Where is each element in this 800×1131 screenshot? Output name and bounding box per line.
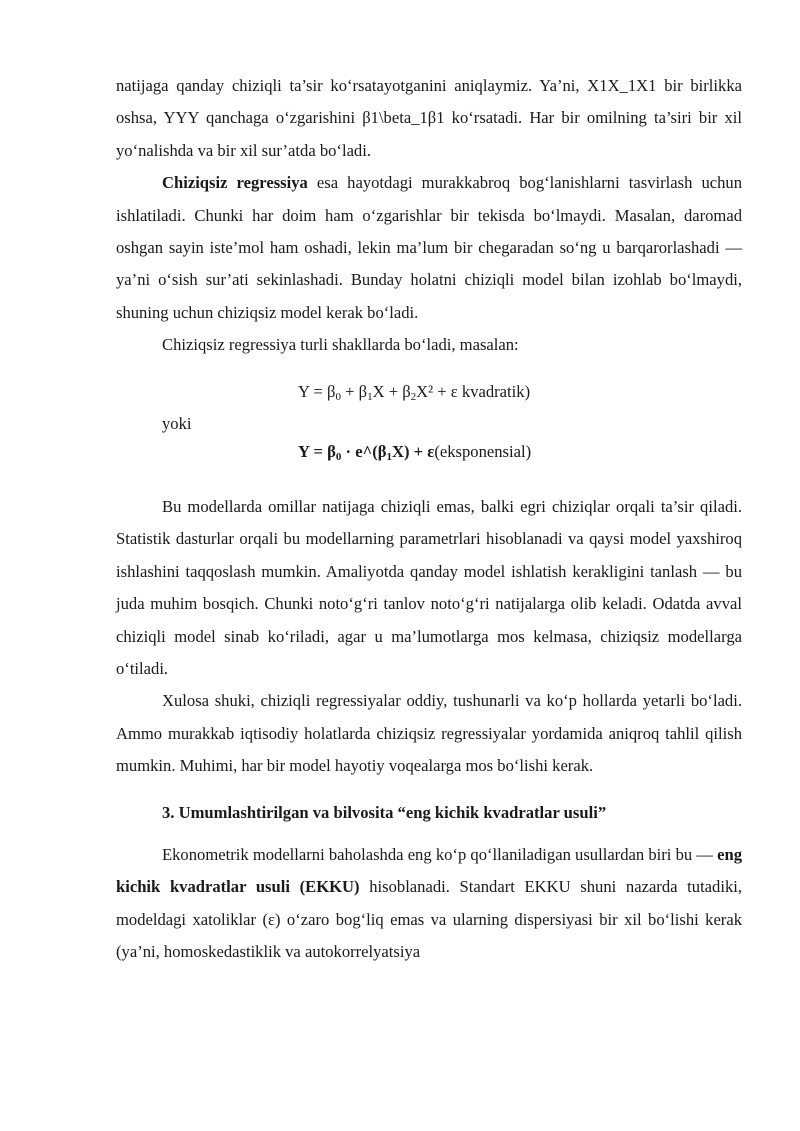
paragraph-models-compare: Bu modellarda omillar natijaga chiziqli emas, balki egri chiziqlar orqali ta’sir qiladi. Statistik dasturlar orqali bu modellarning parametrlari hisoblanadi va qaysi model yaxshiroq ishlashini taqqoslash mumkin. Amaliyotda qanday model ishlatish kerakligini tanlash — bu juda muhim bosqich. Chunki noto‘g‘ri tanlov noto‘g‘ri natijalarga olib keladi. Odatda avval chiziqli model sinab ko‘riladi, agar u ma’lumotlarga mos kelmasa, chiziqsiz modellarga o‘tiladi.: [116, 496, 742, 678]
document-page: [116, 70, 742, 969]
paragraph-forms-intro: Chiziqsiz regressiya turli shakllarda bo‘ladi, masalan:: [162, 335, 519, 355]
paragraph-linear-effect: natijaga qanday chiziqli ta’sir ko‘rsatayotganini aniqlaymiz. Ya’ni, X1X_1X1 bir birlikka oshsa, YYY qanchaga o‘zgarishini β1\beta_1β1 ko‘rsatadi. Har bir omilning ta’siri bir xil yo‘nalishda va bir xil sur’atda bo‘ladi.: [116, 76, 742, 160]
formula-quadratic: $Y = \beta_0 + \beta_1X + \beta_2X^2 + \varepsilon$ kvadratik): [298, 381, 531, 403]
formula-exponential: $Y = \beta_0$ · $e\^{}(\beta_1X)$ + ε(eksponensial): [298, 442, 532, 464]
paragraph-nonlinear-regression: [116, 167, 742, 329]
section-heading: 3. Umumlashtirilgan va bilvosita “eng kichik kvadratlar usuli”: [162, 802, 607, 822]
term-ekku: eng kichik kvadratlar usuli (EKKU): [116, 844, 742, 897]
word-yoki: yoki: [162, 414, 192, 434]
term-nonlinear-regression: Chiziqsiz regressiya: [162, 173, 308, 193]
paragraph-text: esa hayotdagi murakkabroq bog‘lanishlarni tasvirlash uchun ishlatiladi. Chunki har doim ham o‘zgarishlar bir tekisda bo‘lmaydi. Masalan, daromad oshgan sayin iste’mol ham oshadi, lekin ma’lum bir chegaradan so‘ng u barqarorlashadi — ya’ni o‘sish sur’ati sekinlashadi. Bunday holatni chiziqli model bilan izohlab bo‘lmaydi, shuning uchun chiziqsiz model kerak bo‘ladi.: [116, 173, 742, 322]
paragraph-ekku: Ekonometrik modellarni baholashda eng ko‘p qo‘llaniladigan usullardan biri bu — eng kichik kvadratlar usuli (EKKU) hisoblanadi. Standart EKKU shuni nazarda tutadiki, modeldagi xatoliklar (ε) o‘zaro bog‘liq emas va ularning dispersiyasi bir xil bo‘lishi kerak (ya’ni, homoskedastiklik va autokorrelyatsiya: [116, 844, 743, 962]
paragraph-conclusion: Xulosa shuki, chiziqli regressiyalar oddiy, tushunarli va ko‘p hollarda yetarli bo‘ladi. Ammo murakkab iqtisodiy holatlarda chiziqsiz regressiyalar yordamida aniqroq tahlil qilish mumkin. Muhimi, har bir model hayotiy voqealarga mos bo‘lishi kerak.: [116, 691, 742, 776]
